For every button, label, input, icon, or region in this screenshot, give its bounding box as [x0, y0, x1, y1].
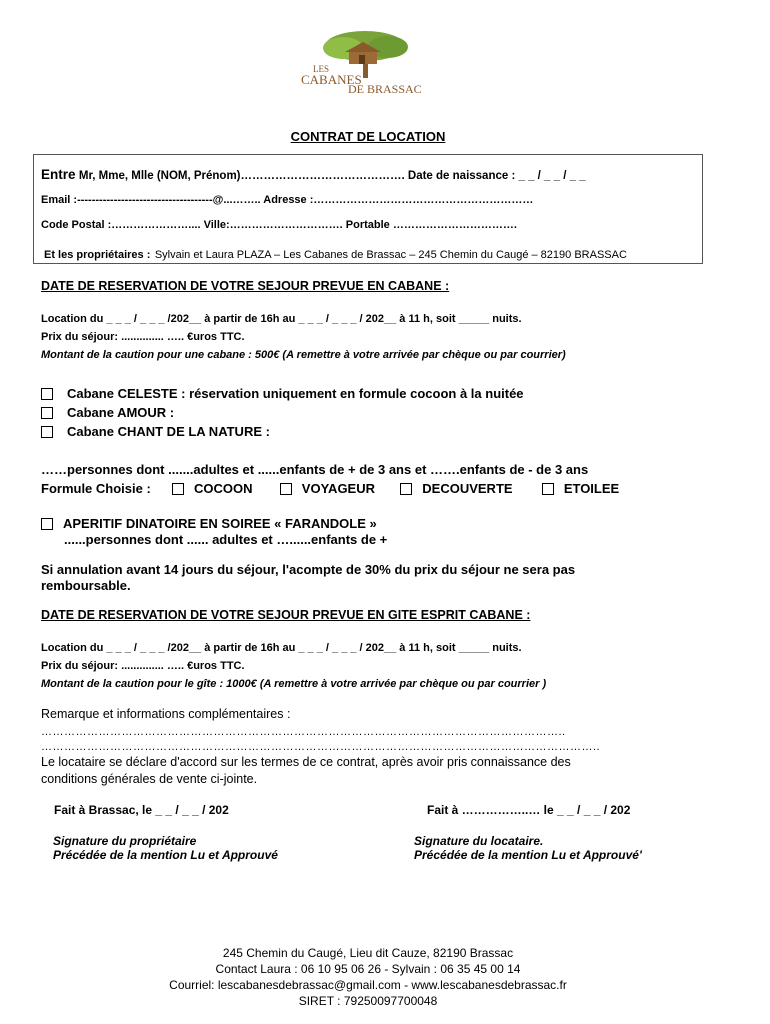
les-cabanes-de-brassac-logo — [293, 28, 443, 98]
fait-locataire[interactable]: Fait à ……………..… le _ _ / _ _ / 202 — [427, 803, 631, 817]
cabane-location-dates[interactable]: Location du _ _ _ / _ _ _ /202__ à partir de 16h au _ _ _ / _ _ _ / 202__ à 11 h, soit _____ nuits. — [41, 313, 522, 325]
logo-line2: CABANES — [301, 72, 362, 87]
option-amour[interactable] — [41, 405, 174, 420]
signature-proprietaire — [53, 834, 278, 862]
email-address-field[interactable]: Email :-------------------------------------@...…….. Adresse :…………………………………………………… — [41, 194, 534, 206]
cabane-section-heading: DATE DE RESERVATION DE VOTRE SEJOUR PREVUE EN CABANE : — [41, 279, 450, 293]
checkbox-aperitif[interactable] — [41, 518, 53, 530]
logo-line1: LES — [313, 64, 330, 74]
fait-brassac: Fait à Brassac, le _ _ / _ _ / 202 — [54, 803, 229, 817]
checkbox-chant-nature[interactable] — [41, 426, 53, 438]
proprietaires-line — [44, 245, 627, 263]
formule-decouverte: DECOUVERTE — [422, 481, 513, 496]
checkbox-etoilee[interactable] — [542, 483, 554, 495]
option-chant-nature-label: Cabane CHANT DE LA NATURE : — [67, 424, 270, 439]
option-celeste-label: Cabane CELESTE : réservation uniquement en formule cocoon à la nuitée — [67, 386, 524, 401]
annulation-line-1: Si annulation avant 14 jours du séjour, l'acompte de 30% du prix du séjour ne sera pas — [41, 562, 576, 577]
code-postal-ville-portable-field[interactable]: Code Postal :………………….... Ville:…………………………. Portable ……………………………. — [41, 219, 517, 231]
signature-locataire — [414, 834, 642, 862]
checkbox-celeste[interactable] — [41, 388, 53, 400]
gite-prix[interactable]: Prix du séjour: .............. ….. €uros TTC. — [41, 660, 245, 672]
checkbox-decouverte[interactable] — [400, 483, 412, 495]
option-amour-label: Cabane AMOUR : — [67, 405, 175, 420]
checkbox-cocoon[interactable] — [172, 483, 184, 495]
cabane-caution: Montant de la caution pour une cabane : 500€ (A remettre à votre arrivée par chèque ou par courrier) — [41, 349, 566, 361]
document-title: CONTRAT DE LOCATION — [290, 129, 446, 144]
logo-line3: DE BRASSAC — [348, 82, 422, 96]
signature-locataire-mention: Précédée de la mention Lu et Approuvé' — [414, 848, 642, 862]
aperitif-personnes[interactable]: ......personnes dont ...... adultes et …......enfants de + — [64, 532, 388, 547]
option-chant-nature[interactable] — [41, 424, 270, 439]
remarque-label: Remarque et informations complémentaires : — [41, 707, 291, 721]
signature-proprietaire-mention: Précédée de la mention Lu et Approuvé — [53, 848, 278, 862]
aperitif-label: APERITIF DINATOIRE EN SOIREE « FARANDOLE » — [63, 516, 377, 531]
formule-line — [41, 481, 619, 496]
annulation-line-2: remboursable. — [41, 578, 131, 593]
accord-line-1: Le locataire se déclare d'accord sur les termes de ce contrat, après avoir pris connaissance des — [41, 755, 571, 769]
footer-email-website: Courriel: lescabanesdebrassac@gmail.com - www.lescabanesdebrassac.fr — [169, 978, 567, 992]
gite-section-heading: DATE DE RESERVATION DE VOTRE SEJOUR PREVUE EN GITE ESPRIT CABANE : — [41, 608, 531, 622]
accord-line-2: conditions générales de vente ci-jointe. — [41, 772, 258, 786]
footer-address: 245 Chemin du Caugé, Lieu dit Cauze, 82190 Brassac — [222, 946, 514, 960]
checkbox-amour[interactable] — [41, 407, 53, 419]
gite-caution: Montant de la caution pour le gîte : 1000€ (A remettre à votre arrivée par chèque ou par courrier ) — [41, 678, 547, 690]
footer-contact: Contact Laura : 06 10 95 06 26 - Sylvain : 06 35 45 00 14 — [215, 962, 521, 976]
signature-locataire-title: Signature du locataire. — [414, 834, 544, 848]
option-celeste[interactable] — [41, 386, 524, 401]
personnes-line[interactable]: ……personnes dont .......adultes et ......enfants de + de 3 ans et …….enfants de - de 3 ans — [41, 462, 589, 477]
proprietaires-value: Sylvain et Laura PLAZA – Les Cabanes de Brassac – 245 Chemin du Caugé – 82190 BRASSAC — [154, 249, 627, 261]
proprietaires-label: Et les propriétaires : — [44, 249, 151, 261]
signature-proprietaire-title: Signature du propriétaire — [53, 834, 197, 848]
formule-cocoon: COCOON — [194, 481, 253, 496]
footer — [0, 945, 736, 1009]
remarque-line-2[interactable]: ……………………………………………………………………………………………………………………………….. — [41, 741, 601, 753]
formule-etoilee: ETOILEE — [563, 481, 620, 496]
entre-field[interactable]: Mr, Mme, Mlle (NOM, Prénom)……………………………………. Date de naissance : _ _ / _ _ / _ _ — [78, 170, 586, 182]
remarque-line-1[interactable]: ……………………………………………………………………………………………………………………….. — [41, 726, 566, 738]
entre-word: Entre — [41, 167, 76, 182]
formule-voyageur: VOYAGEUR — [301, 481, 376, 496]
cabane-prix[interactable]: Prix du séjour: .............. ….. €uros TTC. — [41, 331, 245, 343]
option-aperitif[interactable] — [41, 516, 377, 531]
formule-label: Formule Choisie : — [41, 481, 151, 496]
gite-location-dates[interactable]: Location du _ _ _ / _ _ _ /202__ à partir de 16h au _ _ _ / _ _ _ / 202__ à 11 h, soit _____ nuits. — [41, 642, 522, 654]
checkbox-voyageur[interactable] — [280, 483, 292, 495]
footer-siret: SIRET : 79250097700048 — [298, 994, 438, 1008]
entre-line — [41, 167, 586, 182]
